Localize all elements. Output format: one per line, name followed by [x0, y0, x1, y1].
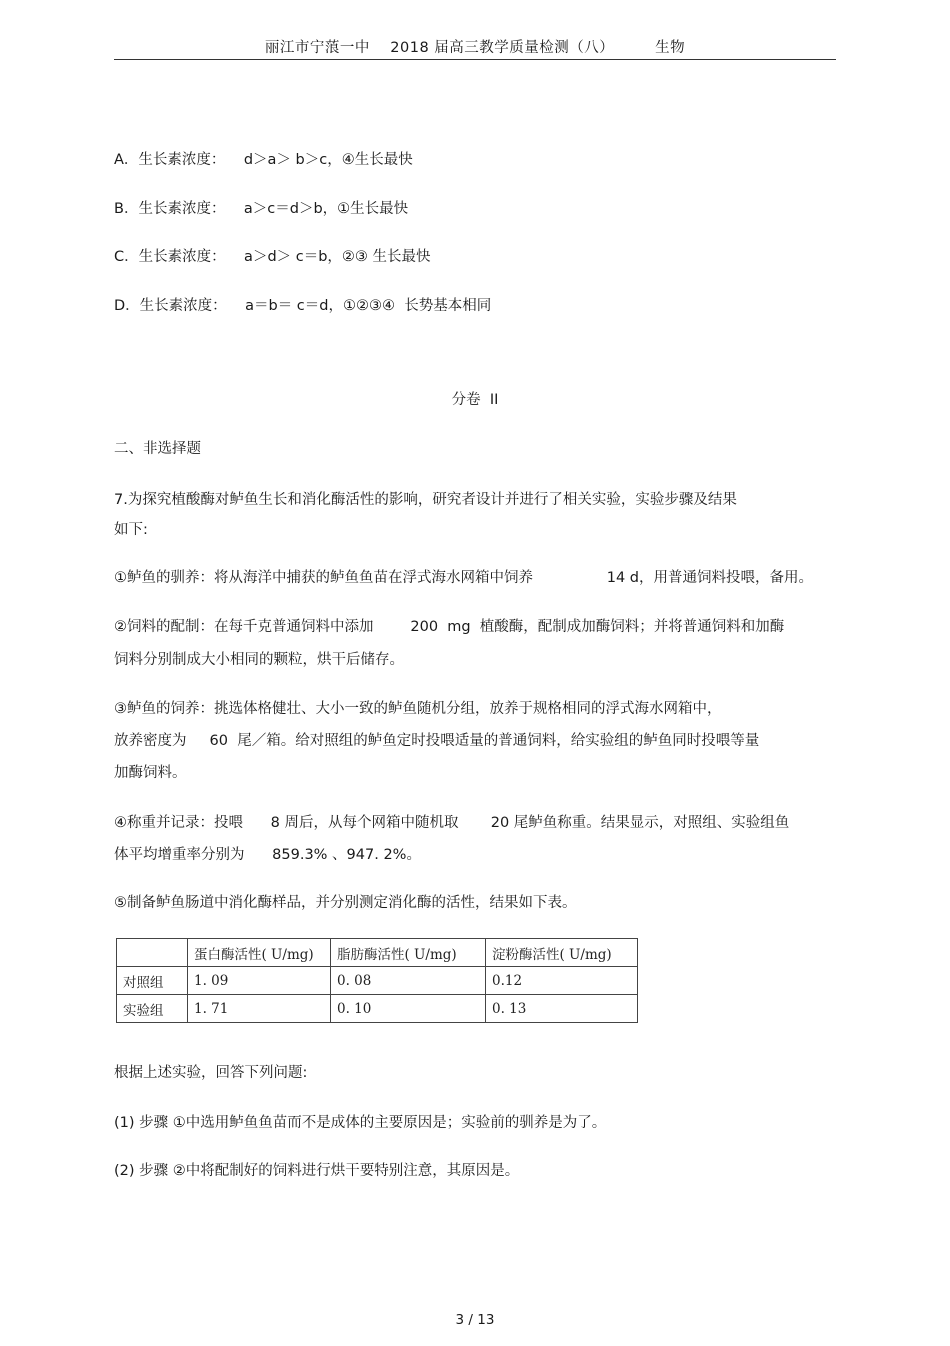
option-b: B．生长素浓度： a＞c＝d＞b，①生长最快: [114, 201, 409, 217]
step-3-line-2: 放养密度为 60 尾／箱。给对照组的鲈鱼定时投喂适量的普通饲料，给实验组的鲈鱼同时投喂等量: [114, 733, 760, 749]
option-a: A．生长素浓度： d＞a＞ b＞c，④生长最快: [114, 152, 413, 168]
row-label: 对照组: [117, 967, 188, 995]
table-cell: 0. 08: [331, 967, 486, 995]
table-row: [117, 995, 638, 1023]
sub-question-1: (1) 步骤 ①中选用鲈鱼鱼苗而不是成体的主要原因是；实验前的驯养是为了。: [114, 1115, 607, 1131]
step-3-line-3: 加酶饲料。: [114, 765, 187, 781]
step-1: ①鲈鱼的驯养：将从海洋中捕获的鲈鱼鱼苗在浮式海水网箱中饲养 14 d，用普通饲料投喂，备用。: [114, 570, 814, 586]
step-3-line-1: ③鲈鱼的饲养：挑选体格健壮、大小一致的鲈鱼随机分组，放养于规格相同的浮式海水网箱中，: [114, 701, 722, 717]
table-header-cell: 淀粉酶活性( U/mg): [486, 939, 638, 967]
question-stem-line-2: 如下:: [114, 522, 148, 538]
step-4-line-2: 体平均增重率分别为 859.3% 、947. 2%。: [114, 847, 421, 863]
enzyme-activity-table: [116, 938, 638, 1023]
page-header: 丽江市宁蒗一中 2018 届高三教学质量检测（八） 生物: [264, 40, 686, 56]
step-2-line-1: ②饲料的配制：在每千克普通饲料中添加 200 mg 植酸酶，配制成加酶饲料；并将普通饲料和加酶: [114, 619, 785, 635]
question-stem-line-1: 7.为探究植酸酶对鲈鱼生长和消化酶活性的影响，研究者设计并进行了相关实验，实验步骤及结果: [114, 492, 737, 508]
part-title: 分卷 II: [451, 392, 499, 408]
table-cell: 1. 09: [188, 967, 331, 995]
step-5: ⑤制备鲈鱼肠道中消化酶样品，并分别测定消化酶的活性，结果如下表。: [114, 895, 577, 911]
table-header-row: [117, 939, 638, 967]
table-row: [117, 967, 638, 995]
table-header-cell: 脂肪酶活性( U/mg): [331, 939, 486, 967]
step-4-line-1: ④称重并记录：投喂 8 周后，从每个网箱中随机取 20 尾鲈鱼称重。结果显示，对照组、实验组鱼: [114, 815, 790, 831]
sub-question-2: (2) 步骤 ②中将配制好的饲料进行烘干要特别注意，其原因是。: [114, 1163, 520, 1179]
table-header-cell: 蛋白酶活性( U/mg): [188, 939, 331, 967]
step-2-line-2: 饲料分别制成大小相同的颗粒，烘干后储存。: [114, 652, 404, 668]
option-c: C．生长素浓度： a＞d＞ c＝b，②③ 生长最快: [114, 249, 431, 265]
option-d: D．生长素浓度： a＝b＝ c＝d，①②③④ 长势基本相同: [114, 298, 492, 314]
row-label: 实验组: [117, 995, 188, 1023]
table-cell: 1. 71: [188, 995, 331, 1023]
section-title: 二、非选择题: [114, 441, 201, 457]
table-header-cell: [117, 939, 188, 967]
header-divider: [114, 59, 836, 60]
follow-up-prompt: 根据上述实验，回答下列问题:: [114, 1065, 308, 1081]
table-cell: 0.12: [486, 967, 638, 995]
table-cell: 0. 10: [331, 995, 486, 1023]
page-number: 3 / 13: [455, 1312, 495, 1328]
table-cell: 0. 13: [486, 995, 638, 1023]
